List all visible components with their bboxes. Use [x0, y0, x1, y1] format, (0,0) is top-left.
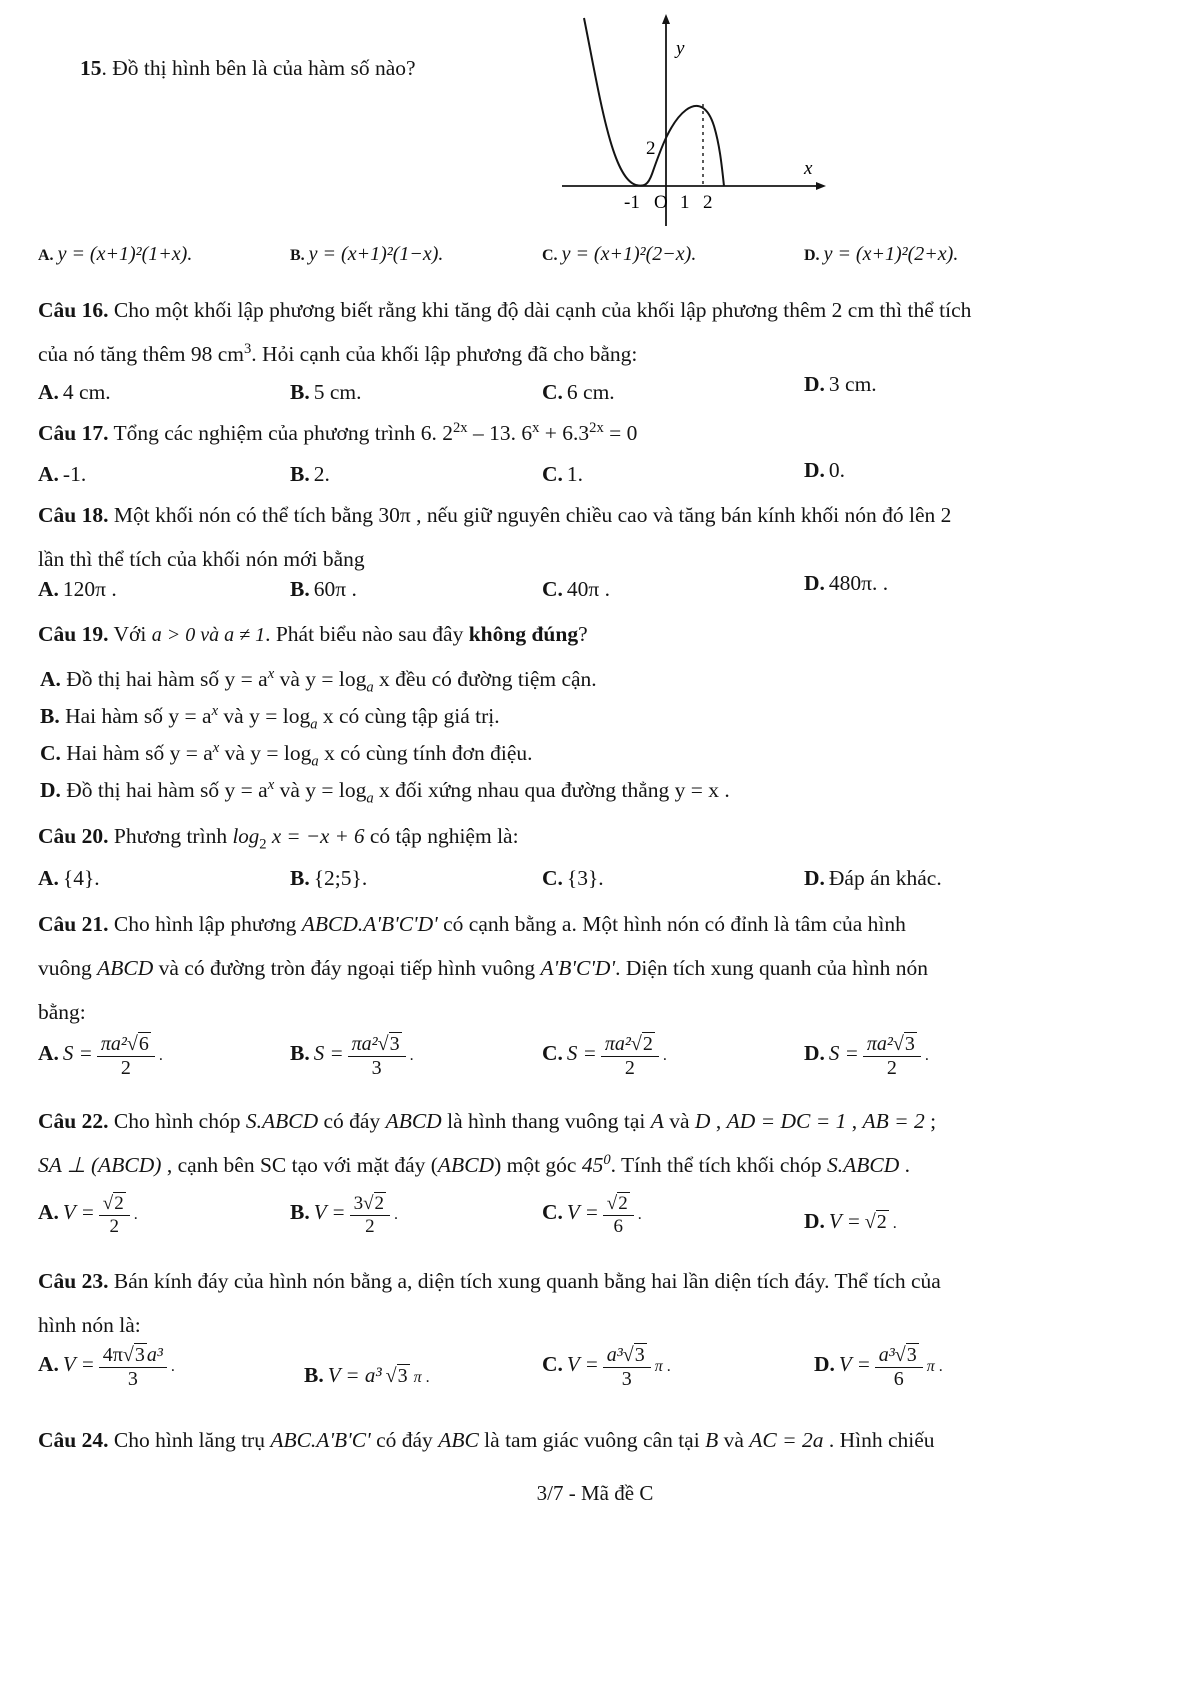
- frac-numerator: √2: [99, 1193, 130, 1216]
- option-label: A.: [38, 247, 54, 264]
- question-24-number: Câu 24.: [38, 1428, 109, 1452]
- q19-c: ?: [578, 622, 588, 646]
- option-d-q16[interactable]: [804, 368, 1054, 408]
- q22-l2-it1: SA ⊥ (ABCD): [38, 1153, 162, 1177]
- option-b-q18[interactable]: [290, 573, 542, 605]
- question-17-options: [38, 458, 1158, 490]
- option-lhs: V = a³: [327, 1362, 382, 1387]
- q19-b: . Phát biểu nào sau đây: [265, 622, 469, 646]
- option-label: D.: [804, 372, 825, 396]
- option-text: y = (x+1)²(2+x).: [823, 243, 959, 265]
- option-label: B.: [290, 247, 305, 264]
- option-trail: .: [924, 1047, 929, 1065]
- question-22-options: [38, 1193, 1158, 1238]
- option-trail: .: [637, 1206, 642, 1224]
- option-text: {4}.: [62, 866, 100, 890]
- q17-sup2: x: [532, 419, 540, 436]
- option-text-b1: Hai hàm số y = a: [65, 704, 212, 728]
- option-text: 2.: [313, 462, 330, 486]
- option-label: C.: [542, 577, 563, 601]
- option-label: D.: [804, 571, 825, 595]
- option-label: A.: [38, 462, 59, 486]
- option-label: B.: [290, 866, 310, 890]
- option-text-b2: và y = log: [218, 704, 311, 728]
- sqrt-body: 3: [397, 1364, 408, 1387]
- option-label: A.: [38, 1200, 59, 1225]
- option-sub: a: [310, 716, 318, 733]
- option-a-q16[interactable]: [38, 376, 290, 408]
- option-label: C.: [542, 1352, 563, 1377]
- option-label: C.: [542, 1200, 563, 1225]
- frac-numerator: a³√3: [875, 1344, 923, 1368]
- question-20-stem: [38, 820, 1158, 856]
- q22-l1b: có đáy: [318, 1109, 386, 1133]
- svg-text:-1: -1: [624, 192, 640, 213]
- svg-text:O: O: [654, 192, 668, 213]
- q17-sup1: 2x: [452, 419, 468, 436]
- option-lhs: V =: [62, 1200, 95, 1225]
- option-b-q19[interactable]: [40, 700, 1160, 736]
- question-22-line1: [38, 1105, 1168, 1137]
- question-23-line2: [38, 1309, 1168, 1341]
- option-lhs: V =: [566, 1352, 599, 1377]
- q22-it1: S.ABCD: [245, 1109, 319, 1133]
- svg-text:2: 2: [703, 192, 713, 213]
- svg-text:x: x: [804, 158, 813, 179]
- option-trail: .: [394, 1206, 399, 1224]
- q21-l2b: và có đường tròn đáy ngoại tiếp hình vuông: [153, 956, 541, 980]
- q17-c: + 6.3: [539, 421, 590, 445]
- option-sub: a: [366, 679, 374, 696]
- q22-l1a: Cho hình chóp: [113, 1109, 246, 1133]
- q19-bold: không đúng: [468, 622, 579, 646]
- frac-numerator: 4π√3 a³: [99, 1344, 167, 1368]
- option-tail: π: [654, 1358, 663, 1376]
- option-c-q15[interactable]: [542, 243, 804, 266]
- q23-l2: hình nón là:: [38, 1313, 141, 1337]
- q21-l1b: có cạnh bằng a. Một hình nón có đỉnh là tâm của hình: [437, 912, 906, 936]
- question-19-stem: [38, 618, 1158, 650]
- q21-l2-it2: A'B'C'D': [540, 956, 616, 980]
- option-label: D.: [814, 1352, 835, 1377]
- option-sup: x: [211, 702, 219, 719]
- q22-l2-sup: 0: [603, 1151, 611, 1168]
- question-24-line1: [38, 1424, 1173, 1456]
- option-text-d3: x đối xứng nhau qua đường thẳng y = x .: [373, 778, 730, 802]
- option-trail: .: [892, 1215, 897, 1233]
- q24-it1: ABC.A'B'C': [270, 1428, 371, 1452]
- option-text-b3: x có cùng tập giá trị.: [317, 704, 500, 728]
- option-label: D.: [804, 1041, 825, 1066]
- option-b-q17[interactable]: [290, 458, 542, 490]
- q20-b: có tập nghiệm là:: [364, 824, 519, 848]
- option-label: C.: [542, 866, 563, 890]
- question-18-options: [38, 573, 1158, 605]
- frac-denominator: 2: [365, 1215, 375, 1237]
- option-b-q20[interactable]: [290, 862, 542, 894]
- question-16-options: [38, 372, 1158, 408]
- q22-l2-it4: S.ABCD: [827, 1153, 900, 1177]
- option-c-q19[interactable]: [40, 737, 1160, 773]
- option-label: B.: [40, 704, 60, 728]
- q24-l1b: có đáy: [370, 1428, 439, 1452]
- option-c-q21[interactable]: [542, 1033, 804, 1080]
- option-label: B.: [290, 577, 310, 601]
- option-trail: .: [666, 1358, 671, 1376]
- option-label: B.: [304, 1362, 324, 1387]
- q24-it3: B: [705, 1428, 719, 1452]
- question-21-line2: [38, 952, 1158, 984]
- frac-numerator: √2: [603, 1193, 634, 1216]
- option-text: 0.: [828, 458, 846, 482]
- cubic-curve-graph-svg: [548, 8, 868, 238]
- option-label: A.: [38, 380, 59, 404]
- option-label: C.: [40, 741, 61, 765]
- q16-line2-a: của nó tăng thêm 98 cm: [38, 342, 244, 366]
- option-a-q17[interactable]: [38, 458, 290, 490]
- svg-text:1: 1: [680, 192, 690, 213]
- frac-numerator: πa²√2: [601, 1033, 659, 1057]
- option-text-c1: Hai hàm số y = a: [66, 741, 213, 765]
- q19-condition: a > 0 và a ≠ 1: [151, 624, 266, 646]
- question-16-number: Câu 16.: [38, 298, 109, 322]
- q18-line2-text: lần thì thể tích của khối nón mới bằng: [38, 547, 365, 571]
- option-trail: .: [662, 1047, 667, 1065]
- q24-it4: AC = 2a: [749, 1428, 824, 1452]
- question-22-number: Câu 22.: [38, 1109, 109, 1133]
- question-23-options: [38, 1344, 1168, 1391]
- option-lhs: V =: [313, 1200, 346, 1225]
- option-lhs: V =: [566, 1200, 599, 1225]
- sqrt-body: 2: [876, 1211, 887, 1234]
- option-text: 4 cm.: [62, 380, 111, 404]
- option-a-q21[interactable]: [38, 1033, 290, 1080]
- q22-l1g: ;: [924, 1109, 937, 1133]
- option-b-q22[interactable]: [290, 1193, 542, 1238]
- q16-line2-sup: 3: [243, 340, 252, 357]
- q20-eq: x = −x + 6: [266, 824, 365, 848]
- frac-denominator: 3: [127, 1368, 138, 1390]
- q17-a: Tổng các nghiệm của phương trình 6. 2: [113, 421, 453, 445]
- q22-l2b: ) một góc: [494, 1153, 582, 1177]
- svg-text:y: y: [676, 38, 685, 59]
- option-lhs: S =: [62, 1041, 93, 1066]
- option-trail: .: [133, 1206, 138, 1224]
- frac-denominator: 6: [893, 1368, 904, 1390]
- option-tail: π: [413, 1368, 422, 1386]
- option-text-c3: x có cùng tính đơn điệu.: [318, 741, 533, 765]
- option-text: y = (x+1)²(1−x).: [308, 243, 444, 265]
- q22-l2-it3: 45: [581, 1153, 604, 1177]
- option-d-q15[interactable]: [804, 243, 1054, 266]
- frac-numerator: 3√2: [350, 1193, 390, 1216]
- option-sup: x: [212, 739, 220, 756]
- option-d-q19[interactable]: [40, 774, 1160, 810]
- q24-l1a: Cho hình lăng trụ: [113, 1428, 271, 1452]
- question-21-line1: [38, 908, 1158, 940]
- option-text: {2;5}.: [313, 866, 368, 890]
- q21-l2c: . Diện tích xung quanh của hình nón: [615, 956, 928, 980]
- question-16-line1: Cho một khối lập phương biết rằng khi tăng độ dài cạnh của khối lập phương thêm 2 cm thì thể tích: [113, 298, 972, 322]
- q18-line1: Một khối nón có thể tích bằng 30π , nếu giữ nguyên chiều cao và tăng bán kính khối nón đó lên 2: [113, 503, 952, 527]
- option-text-d2: và y = log: [274, 778, 367, 802]
- frac-denominator: 2: [624, 1057, 635, 1079]
- question-21-line3: [38, 996, 1158, 1028]
- question-21-number: Câu 21.: [38, 912, 109, 936]
- option-a-q20[interactable]: [38, 862, 290, 894]
- q17-sup3: 2x: [589, 419, 604, 436]
- q17-b: – 13. 6: [467, 421, 533, 445]
- q19-a: Với: [113, 622, 152, 646]
- q20-log: log: [232, 824, 260, 848]
- frac-numerator: πa²√3: [863, 1033, 921, 1057]
- option-text: y = (x+1)²(2−x).: [561, 243, 697, 265]
- option-a-q22[interactable]: [38, 1193, 290, 1238]
- frac-denominator: 2: [120, 1057, 131, 1079]
- q22-l2c: . Tính thể tích khối chóp: [610, 1153, 828, 1177]
- option-text: Đáp án khác.: [828, 866, 942, 890]
- option-text-d1: Đồ thị hai hàm số y = a: [66, 778, 268, 802]
- question-20-number: Câu 20.: [38, 824, 109, 848]
- q17-d: = 0: [603, 421, 638, 445]
- option-trail: .: [170, 1358, 175, 1376]
- option-text-a1: Đồ thị hai hàm số y = a: [66, 667, 268, 691]
- option-label: A.: [38, 1352, 59, 1377]
- option-a-q23[interactable]: [38, 1344, 304, 1391]
- option-label: A.: [38, 577, 59, 601]
- option-label: D.: [804, 458, 825, 482]
- option-c-q17[interactable]: [542, 458, 804, 490]
- option-lhs: S =: [313, 1041, 344, 1066]
- option-sub: a: [311, 753, 319, 770]
- option-text: 5 cm.: [313, 380, 362, 404]
- option-label: D.: [804, 866, 825, 890]
- option-label: D.: [40, 778, 61, 802]
- svg-text:2: 2: [646, 138, 656, 159]
- option-a-q19[interactable]: [40, 663, 1160, 699]
- question-18-stem: [38, 499, 1158, 531]
- option-tail: π: [926, 1358, 935, 1376]
- option-text: 1.: [566, 462, 584, 486]
- option-lhs: V =: [838, 1352, 871, 1377]
- option-c-q18[interactable]: [542, 573, 804, 605]
- question-15-graph: [548, 8, 868, 238]
- q24-l1e: . Hình chiếu: [823, 1428, 935, 1452]
- frac-denominator: 6: [613, 1215, 623, 1237]
- option-text: y = (x+1)²(1+x).: [57, 243, 193, 265]
- option-d-q21[interactable]: [804, 1033, 1054, 1080]
- q24-l1c: là tam giác vuông cân tại: [478, 1428, 706, 1452]
- frac-denominator: 2: [109, 1215, 119, 1237]
- option-label: D.: [804, 247, 820, 264]
- question-16-stem: [38, 294, 1153, 326]
- option-b-q16[interactable]: [290, 376, 542, 408]
- option-d-q17[interactable]: [804, 454, 1054, 490]
- q20-log-base: 2: [259, 836, 267, 853]
- option-d-q18[interactable]: [804, 567, 1054, 605]
- option-d-q23[interactable]: [814, 1344, 1064, 1391]
- frac-denominator: 3: [371, 1057, 382, 1079]
- q22-l1f: ,: [846, 1109, 863, 1133]
- option-text: 120π .: [62, 577, 117, 601]
- q22-it6: AB = 2: [862, 1109, 925, 1133]
- question-15-text: . Đồ thị hình bên là của hàm số nào?: [101, 56, 416, 80]
- option-trail: .: [409, 1047, 414, 1065]
- option-label: B.: [290, 1041, 310, 1066]
- option-c-q20[interactable]: [542, 862, 804, 894]
- q22-l1c: là hình thang vuông tại: [441, 1109, 651, 1133]
- option-text: 60π .: [313, 577, 357, 601]
- option-label: A.: [38, 1041, 59, 1066]
- q21-l2a: vuông: [38, 956, 98, 980]
- q22-l2d: .: [899, 1153, 911, 1177]
- q21-l1-italic: ABCD.A'B'C'D': [301, 912, 438, 936]
- option-b-q21[interactable]: [290, 1033, 542, 1080]
- question-16-line2: [38, 338, 1153, 370]
- option-trail: .: [425, 1368, 430, 1386]
- question-22-line2: [38, 1149, 1168, 1181]
- q22-l2a: , cạnh bên SC tạo với mặt đáy (: [161, 1153, 438, 1177]
- option-text-a3: x đều có đường tiệm cận.: [373, 667, 597, 691]
- q20-a: Phương trình: [113, 824, 233, 848]
- q22-it3: A: [650, 1109, 664, 1133]
- question-17-stem: [38, 417, 1153, 449]
- q24-it2: ABC: [438, 1428, 479, 1452]
- frac-numerator: πa²√6: [97, 1033, 155, 1057]
- option-label: D.: [804, 1209, 825, 1234]
- option-lhs: V =: [828, 1209, 861, 1234]
- question-18-number: Câu 18.: [38, 503, 109, 527]
- q22-l2-it2: ABCD: [437, 1153, 495, 1177]
- option-c-q22[interactable]: [542, 1193, 804, 1238]
- option-sup: x: [267, 776, 275, 793]
- option-d-q20[interactable]: [804, 862, 1054, 894]
- option-text: 6 cm.: [566, 380, 615, 404]
- option-label: B.: [290, 462, 310, 486]
- option-lhs: S =: [828, 1041, 859, 1066]
- option-text: 480π. .: [828, 571, 889, 595]
- option-label: C.: [542, 247, 558, 264]
- q24-l1d: và: [718, 1428, 750, 1452]
- q22-it5: AD = DC = 1: [726, 1109, 847, 1133]
- q21-l3: bằng:: [38, 1000, 86, 1024]
- option-d-q22[interactable]: D. V = √2 .: [804, 1209, 897, 1234]
- frac-numerator: πa²√3: [348, 1033, 406, 1057]
- q22-l1e: ,: [710, 1109, 727, 1133]
- option-label: A.: [40, 667, 61, 691]
- option-trail: .: [158, 1047, 163, 1065]
- frac-numerator: a³√3: [603, 1344, 651, 1368]
- option-sub: a: [366, 790, 374, 807]
- option-text: {3}.: [566, 866, 604, 890]
- q23-l1: Bán kính đáy của hình nón bằng a, diện tích xung quanh bằng hai lần diện tích đáy. Thể tích của: [113, 1269, 941, 1293]
- option-text-c2: và y = log: [219, 741, 312, 765]
- option-label: B.: [290, 380, 310, 404]
- frac-denominator: 3: [621, 1368, 632, 1390]
- option-text: 40π .: [566, 577, 611, 601]
- option-lhs: V =: [62, 1352, 95, 1377]
- option-c-q16[interactable]: [542, 376, 804, 408]
- question-15-number: 15: [80, 56, 102, 80]
- option-b-q15[interactable]: [290, 243, 542, 266]
- question-15-options: [38, 243, 1158, 266]
- q16-line2-b: . Hỏi cạnh của khối lập phương đã cho bằng:: [251, 342, 638, 366]
- page-footer: 3/7 - Mã đề C: [536, 1481, 654, 1505]
- option-a-q18[interactable]: [38, 573, 290, 605]
- option-label: A.: [38, 866, 59, 890]
- option-text: 3 cm.: [828, 372, 877, 396]
- q22-l1d: và: [663, 1109, 695, 1133]
- option-sup: x: [267, 665, 275, 682]
- q22-it2: ABCD: [385, 1109, 442, 1133]
- option-text: -1.: [62, 462, 87, 486]
- q22-it4: D: [694, 1109, 711, 1133]
- q21-l1a: Cho hình lập phương: [113, 912, 302, 936]
- question-17-number: Câu 17.: [38, 421, 109, 445]
- question-19-number: Câu 19.: [38, 622, 109, 646]
- option-label: C.: [542, 1041, 563, 1066]
- question-20-options: [38, 862, 1158, 894]
- question-21-options: [38, 1033, 1158, 1095]
- option-text-a2: và y = log: [274, 667, 367, 691]
- question-23-number: Câu 23.: [38, 1269, 109, 1293]
- option-c-q23[interactable]: [542, 1344, 814, 1391]
- option-b-q23[interactable]: B. V = a³ √3 π .: [304, 1362, 430, 1387]
- option-label: C.: [542, 380, 563, 404]
- frac-denominator: 2: [886, 1057, 897, 1079]
- q21-l2-it1: ABCD: [97, 956, 154, 980]
- option-label: C.: [542, 462, 563, 486]
- option-trail: .: [938, 1358, 943, 1376]
- option-label: B.: [290, 1200, 310, 1225]
- question-23-line1: [38, 1265, 1168, 1297]
- option-a-q15[interactable]: [38, 243, 290, 266]
- option-lhs: S =: [566, 1041, 597, 1066]
